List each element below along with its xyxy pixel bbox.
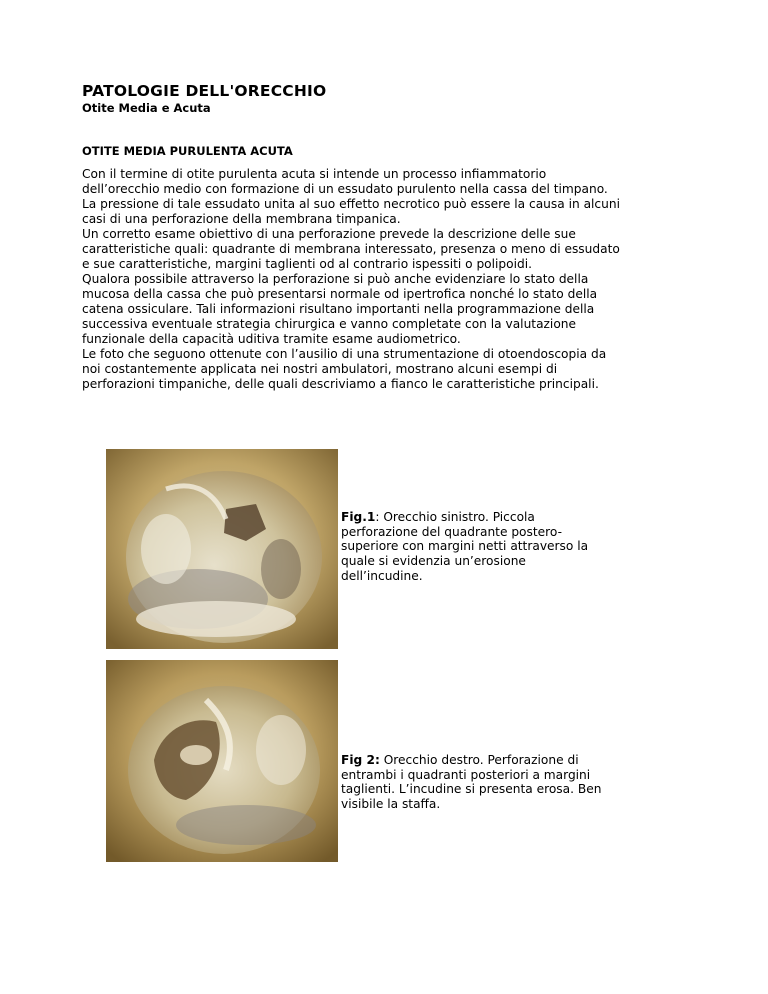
figure-2-photo — [106, 660, 338, 862]
section-heading: OTITE MEDIA PURULENTA ACUTA — [82, 144, 293, 158]
paragraph: Qualora possibile attraverso la perforazione si può anche evidenziare lo stato della mucosa della cassa che può presentarsi normale od ipertrofica nonché lo stato della catena ossiculare. Tali informazioni risultano importanti nella programmazione della successiva eventuale strategia chirurgica e vanno completate con la valutazione funzionale della capacità uditiva tramite esame audiometrico. — [82, 272, 598, 346]
figure-1-label: Fig.1 — [341, 510, 376, 524]
paragraph: Le foto che seguono ottenute con l’ausilio di una strumentazione di otoendoscopia da noi costantemente applicata nei nostri ambulatori, mostrano alcuni esempi di perforazioni timpaniche, delle quali descriviamo a fianco le caratteristiche principali. — [82, 347, 607, 391]
paragraph: Un corretto esame obiettivo di una perforazione prevede la descrizione delle sue caratteristiche quali: quadrante di membrana interessato, presenza o meno di essudato e sue caratteristiche, margini taglienti od al contrario ispessiti o polipoidi. — [82, 227, 620, 271]
figure-1-photo — [106, 449, 338, 649]
figure-2-label: Fig 2: — [341, 753, 380, 767]
page-title: PATOLOGIE DELL'ORECCHIO — [82, 82, 327, 100]
figure-1-text: : Orecchio sinistro. Piccola perforazione del quadrante postero-superiore con margini netti attraverso la quale si evidenzia un’erosione dell’incudine. — [341, 510, 589, 583]
body-text — [82, 167, 622, 392]
figure-2-caption — [341, 753, 606, 812]
paragraph: Con il termine di otite purulenta acuta si intende un processo infiammatorio dell’orecchio medio con formazione di un essudato purulento nella cassa del timpano. La pressione di tale essudato unita al suo effetto necrotico può essere la causa in alcuni casi di una perforazione della membrana timpanica. — [82, 167, 620, 226]
figure-2-text: Orecchio destro. Perforazione di entrambi i quadranti posteriori a margini taglienti. L’incudine si presenta erosa. Ben visibile la staffa. — [341, 753, 602, 812]
page-subtitle: Otite Media e Acuta — [82, 101, 211, 115]
figure-1-caption — [341, 510, 606, 584]
